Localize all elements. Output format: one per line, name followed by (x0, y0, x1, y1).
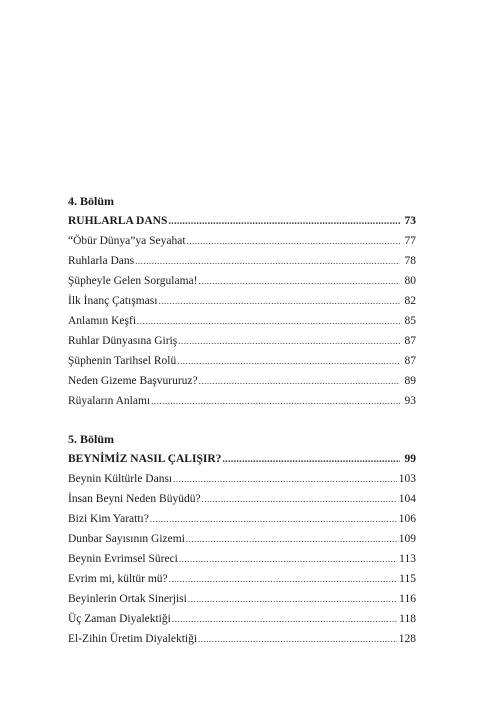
entry-title: “Öbür Dünya”ya Seyahat (68, 235, 186, 247)
dot-leader (135, 251, 400, 271)
entry-title: Üç Zaman Diyalektiği (68, 613, 171, 625)
page-number: 128 (398, 633, 416, 645)
entry-title: İnsan Beyni Neden Büyüdü? (68, 493, 201, 505)
page-number: 116 (399, 593, 416, 605)
entry-title: Anlamın Keşfi (68, 315, 137, 327)
page-number: 106 (398, 513, 416, 525)
entry-title: El-Zihin Üretim Diyalektiği (68, 633, 198, 645)
dot-leader (173, 469, 397, 489)
dot-leader (179, 549, 397, 569)
dot-leader (187, 231, 400, 251)
page-number: 118 (399, 613, 416, 625)
dot-leader (202, 489, 397, 509)
dot-leader (177, 351, 400, 371)
page-number: 99 (404, 453, 416, 465)
toc-entry[interactable] (68, 569, 416, 589)
chapter-title: RUHLARLA DANS (68, 215, 168, 227)
page-number: 115 (399, 573, 416, 585)
toc-entry[interactable] (68, 549, 416, 569)
page-number: 89 (404, 375, 416, 387)
page-number: 103 (398, 473, 416, 485)
toc-entry[interactable] (68, 469, 416, 489)
toc-entry[interactable] (68, 351, 416, 371)
dot-leader (169, 569, 398, 589)
dot-leader (199, 371, 400, 391)
entry-title: Rüyaların Anlamı (68, 395, 151, 407)
entry-title: Neden Gizeme Başvururuz? (68, 375, 198, 387)
entry-title: Evrim mi, kültür mü? (68, 573, 168, 585)
page-number: 78 (404, 255, 416, 267)
page-number: 93 (404, 395, 416, 407)
toc-entry[interactable] (68, 291, 416, 311)
dot-leader (151, 391, 400, 411)
entry-title: İlk İnanç Çatışması (68, 295, 158, 307)
chapter-label: 4. Bölüm (68, 194, 115, 208)
chapter-title-row[interactable] (68, 211, 416, 231)
toc-entry[interactable] (68, 331, 416, 351)
page-number: 85 (404, 315, 416, 327)
toc-entry[interactable] (68, 391, 416, 411)
chapter-5 (68, 429, 416, 649)
dot-leader (137, 311, 400, 331)
page-number: 104 (398, 493, 416, 505)
page-number: 87 (404, 355, 416, 367)
page-number: 80 (404, 275, 416, 287)
dot-leader (188, 589, 397, 609)
page-number: 73 (404, 215, 416, 227)
toc-entry[interactable] (68, 609, 416, 629)
dot-leader (178, 331, 400, 351)
toc-entry[interactable] (68, 489, 416, 509)
dot-leader (150, 509, 397, 529)
entry-title: Şüpheyle Gelen Sorgulama! (68, 275, 198, 287)
chapter-title: BEYNİMİZ NASIL ÇALIŞIR? (68, 453, 222, 465)
entry-title: Beynin Kültürle Dansı (68, 473, 173, 485)
page-number: 82 (404, 295, 416, 307)
dot-leader (198, 271, 400, 291)
dot-leader (172, 609, 397, 629)
toc-entry[interactable] (68, 231, 416, 251)
toc-entry[interactable] (68, 629, 416, 649)
entry-title: Ruhlar Dünyasına Giriş (68, 335, 178, 347)
page-number: 109 (398, 533, 416, 545)
table-of-contents (68, 191, 416, 649)
entry-title: Bizi Kim Yarattı? (68, 513, 149, 525)
chapter-4 (68, 191, 416, 411)
chapter-title-row[interactable] (68, 449, 416, 469)
entry-title: Beyinlerin Ortak Sinerjisi (68, 593, 187, 605)
page-number: 113 (399, 553, 416, 565)
toc-entry[interactable] (68, 529, 416, 549)
toc-entry[interactable] (68, 251, 416, 271)
entry-title: Ruhlarla Dans (68, 255, 135, 267)
entry-title: Dunbar Sayısının Gizemi (68, 533, 185, 545)
page-number: 77 (404, 235, 416, 247)
dot-leader (158, 291, 400, 311)
dot-leader (198, 629, 397, 649)
toc-entry[interactable] (68, 589, 416, 609)
dot-leader (222, 450, 400, 470)
toc-entry[interactable] (68, 371, 416, 391)
dot-leader (168, 212, 400, 232)
page-number: 87 (404, 335, 416, 347)
entry-title: Şüphenin Tarihsel Rolü (68, 355, 177, 367)
toc-entry[interactable] (68, 271, 416, 291)
chapter-label: 5. Bölüm (68, 432, 115, 446)
entry-title: Beynin Evrimsel Süreci (68, 553, 178, 565)
toc-entry[interactable] (68, 509, 416, 529)
toc-entry[interactable] (68, 311, 416, 331)
dot-leader (186, 529, 397, 549)
